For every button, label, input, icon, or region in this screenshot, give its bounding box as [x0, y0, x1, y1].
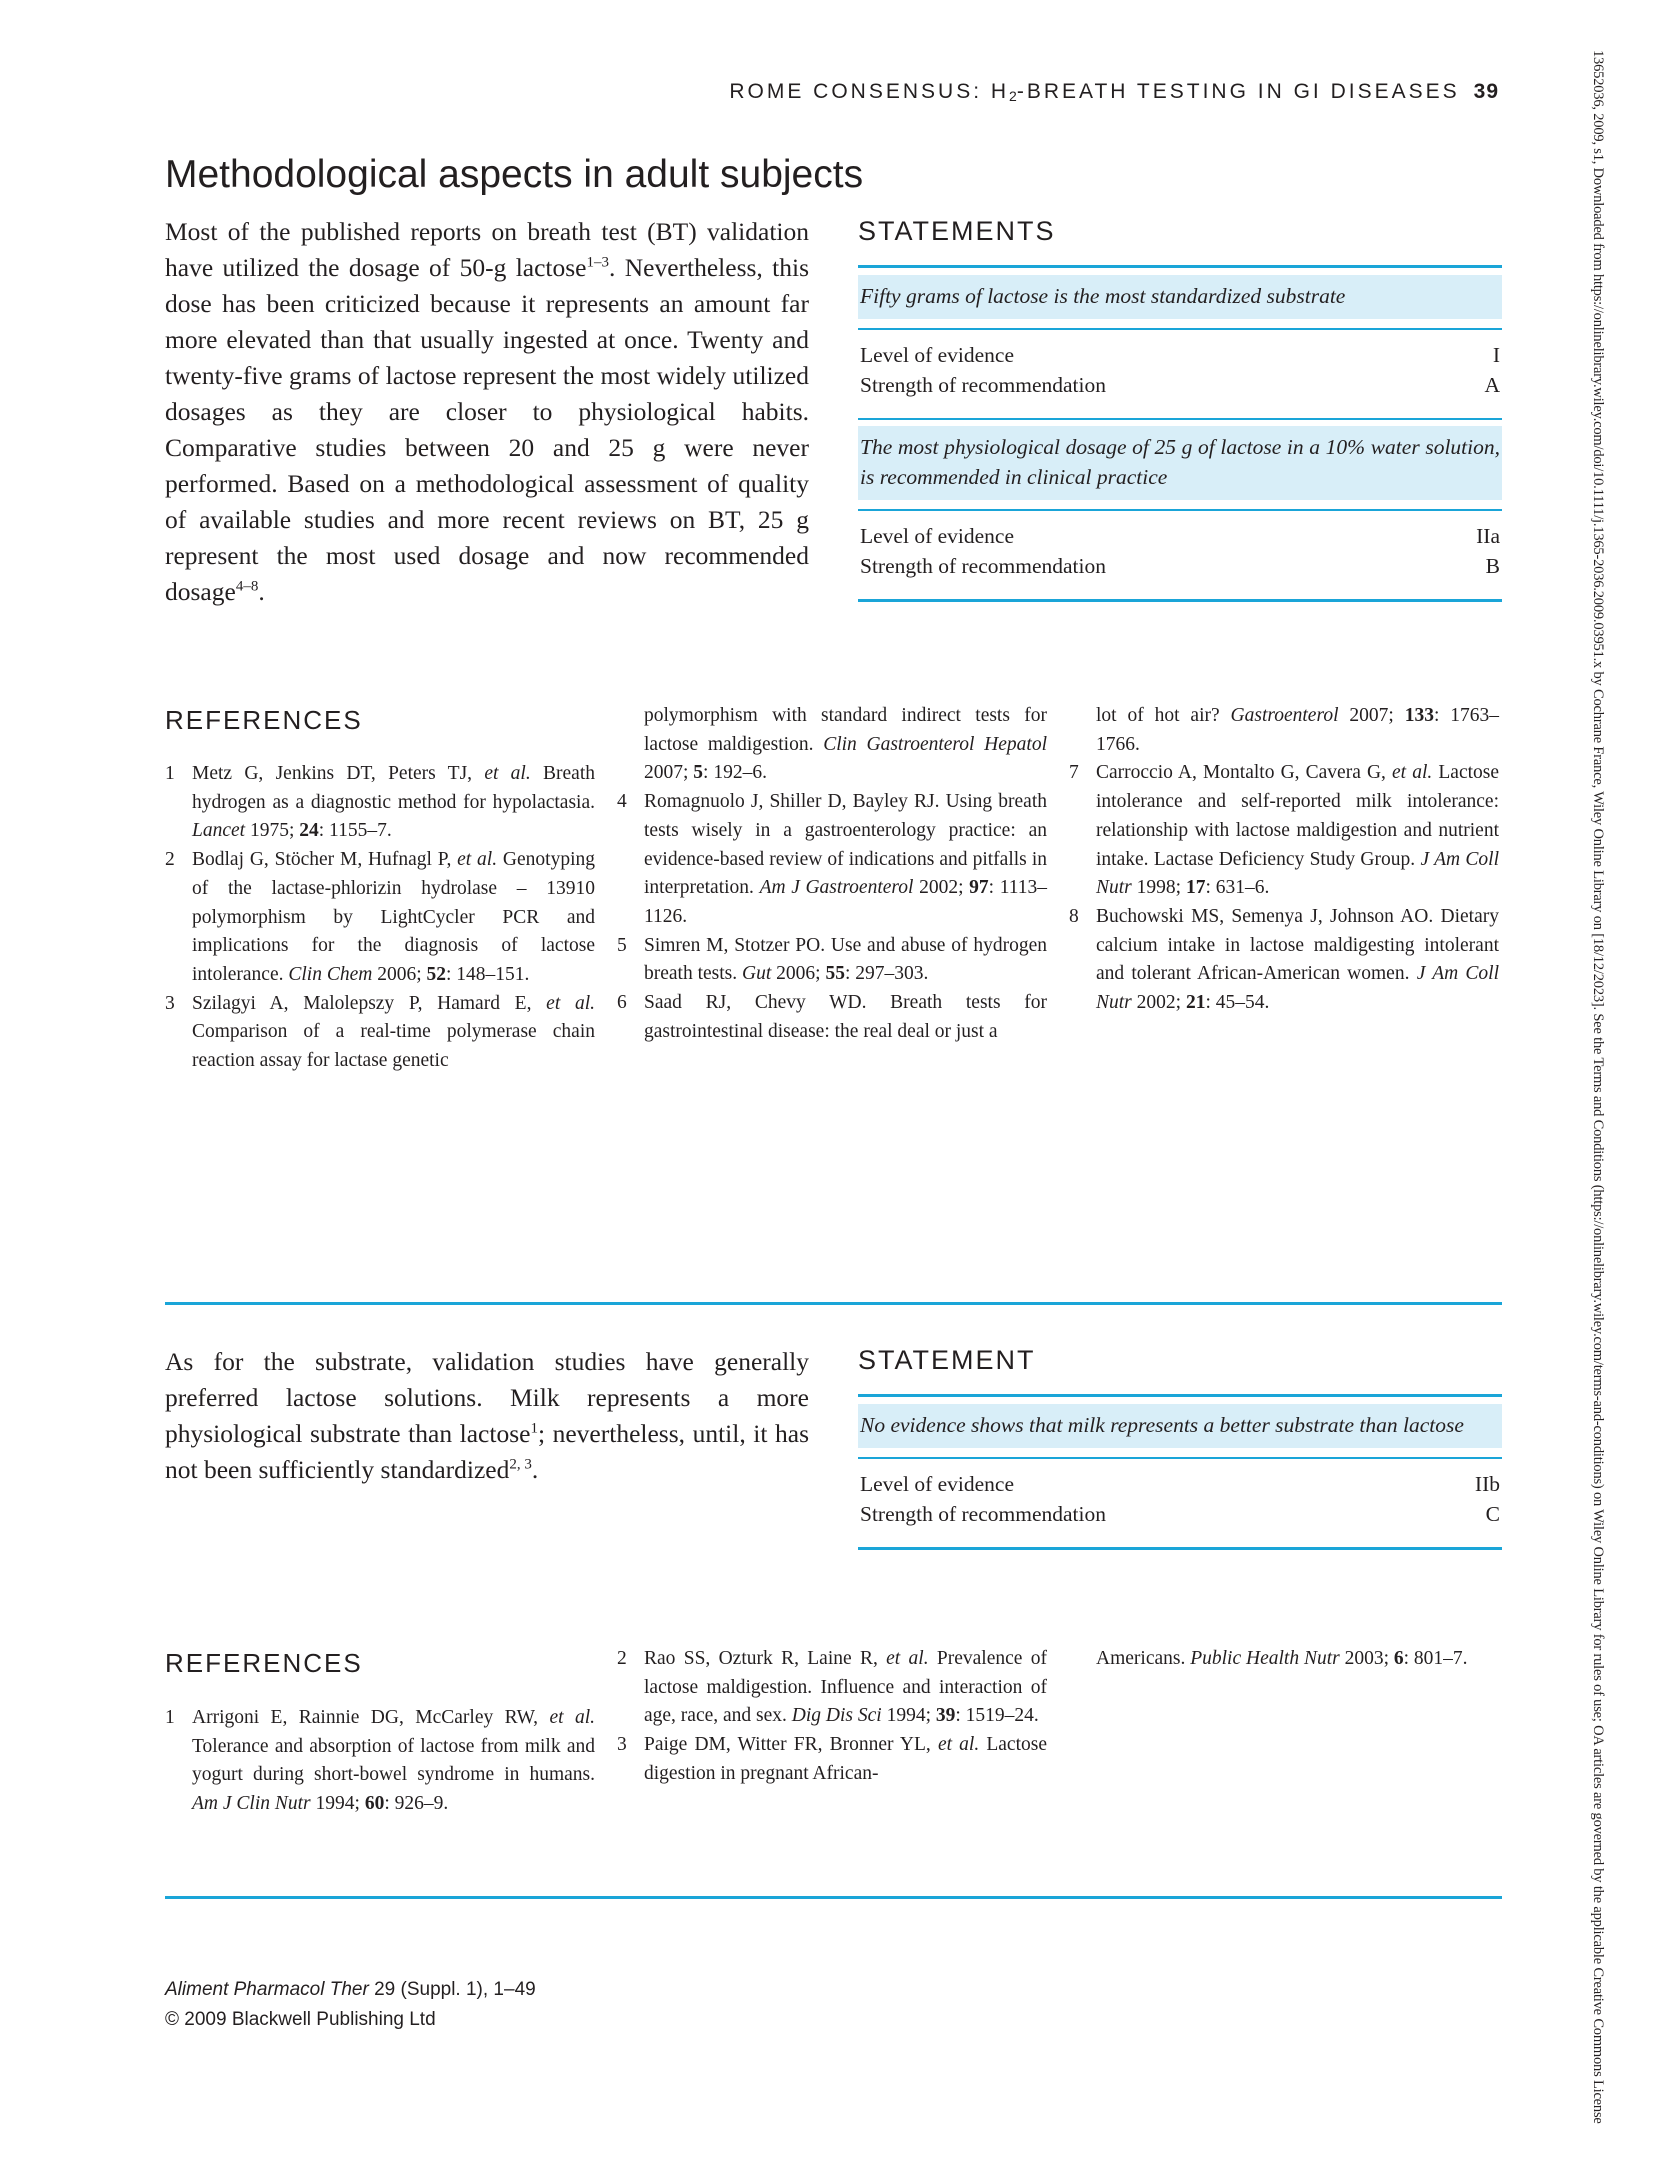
statement-heading: STATEMENT	[858, 1345, 1036, 1375]
reference-number: 8	[1069, 905, 1079, 927]
reference-number: 2	[165, 849, 175, 871]
journal-name: Am J Clin Nutr	[192, 1793, 311, 1815]
para-text: . Nevertheless, this dose has been criticized because it represents an amount far more elevated than that usually ingested at once. Twenty and twenty-five grams of lactose represent the most widely utilized dosages as they are closer to physiological habits. Comparative studies between 20 and 25 g were never performed. Based on a methodological assessment of quality of available studies and more recent reviews on BT, 25 g represent the most used dosage and now recommended dosage	[165, 253, 809, 606]
recommendation-strength-label: Strength of recommendation	[860, 373, 1106, 397]
reference-item: 8 Buchowski MS, Semenya J, Johnson AO. Dietary calcium intake in lactose maldigesting intolerant and tolerant African-American women. J Am Coll Nutr 2002; 21: 45–54.	[1069, 903, 1499, 1018]
para-text: .	[258, 577, 265, 606]
reference-number: 1	[165, 763, 175, 784]
section1-body-paragraph	[165, 214, 809, 610]
recommendation-strength-row	[858, 1499, 1502, 1529]
download-side-note: 13652036, 2009, s1, Downloaded from https://onlinelibrary.wiley.com/doi/10.1111/j.1365-2036.2009.03951.x by Cochrane France, Wiley Online Library on [18/12/2023]. See the Terms and Conditions (https://onlinelibrary.wiley.com/terms-and-conditions) on Wiley Online Library for rules of use; OA articles are governed by the applicable Creative Commons License	[1590, 50, 1606, 2124]
footer	[165, 1975, 536, 2035]
recommendation-strength-value: B	[1485, 554, 1500, 578]
journal-name: Gut	[742, 963, 772, 985]
statement-text: The most physiological dosage of 25 g of lactose in a 10% water solution, is recommended in clinical practice	[858, 426, 1502, 500]
volume: 29	[374, 1979, 396, 2000]
running-title-end: -BREATH TESTING IN GI DISEASES	[1016, 80, 1460, 103]
reference-number: 3	[617, 1734, 627, 1756]
statement-bottom-rule	[858, 599, 1502, 602]
volume: 6	[1393, 1648, 1404, 1669]
journal-name: Lancet	[192, 820, 246, 842]
reference-item: 4 Romagnuolo J, Shiller D, Bayley RJ. Using breath tests wisely in a gastroenterology practice: an evidence-based review of indications and pitfalls in interpretation. Am J Gastroenterol 2002; 97: 1113–1126.	[617, 788, 1047, 932]
journal-name: Aliment Pharmacol Ther	[165, 1979, 369, 2000]
statements-heading: STATEMENTS	[858, 216, 1056, 246]
reference-continuation: Americans. Public Health Nutr 2003; 6: 801–7.	[1096, 1648, 1468, 1669]
evidence-level-value: I	[1492, 343, 1500, 367]
reference-number: 5	[617, 934, 627, 956]
reference-item: 2 Rao SS, Ozturk R, Laine R, et al. Prevalence of lactose maldigestion. Influence and interaction of age, race, and sex. Dig Dis Sci 1994; 39: 1519–24.	[617, 1645, 1047, 1731]
section-separator-rule	[165, 1302, 1502, 1305]
volume: 55	[825, 963, 845, 985]
volume: 24	[299, 820, 319, 842]
citation-superscript: 1–3	[586, 254, 609, 271]
volume: 133	[1404, 705, 1434, 726]
evidence-level-row	[858, 521, 1502, 551]
references-column-1	[165, 760, 595, 1076]
running-head	[729, 80, 1499, 104]
section-title: Methodological aspects in adult subjects	[165, 153, 864, 196]
citation-superscript: 4–8	[235, 578, 259, 595]
volume: 17	[1185, 877, 1206, 899]
citation-superscript: 2, 3	[509, 1456, 532, 1473]
reference-item: 1 Arrigoni E, Rainnie DG, McCarley RW, et al. Tolerance and absorption of lactose from milk and yogurt during short-bowel syndrome in humans. Am J Clin Nutr 1994; 60: 926–9.	[165, 1704, 595, 1819]
para-text: Most of the published reports on breath test (BT) validation have utilized the dosage of 50-g lactose	[165, 217, 809, 282]
references-column-2	[617, 1645, 1047, 1789]
running-title	[729, 80, 1459, 103]
copyright: © 2009 Blackwell Publishing Ltd	[165, 2009, 436, 2030]
references-column-1	[165, 1704, 595, 1819]
references-column-2	[617, 702, 1047, 1046]
recommendation-strength-label: Strength of recommendation	[860, 1502, 1106, 1526]
reference-number: 4	[617, 791, 627, 813]
recommendation-strength-value: C	[1485, 1502, 1500, 1526]
running-title-subscript: 2	[1009, 88, 1017, 104]
volume: 21	[1185, 992, 1206, 1014]
reference-item: 6 Saad RJ, Chevy WD. Breath tests for gastrointestinal disease: the real deal or just a	[617, 989, 1047, 1046]
statement-bottom-rule	[858, 1547, 1502, 1550]
references-column-3	[1069, 702, 1499, 1018]
reference-item: 2 Bodlaj G, Stöcher M, Hufnagl P, et al. Genotyping of the lactase-phlorizin hydrolase – 13910 polymorphism by LightCycler PCR and implications for the diagnosis of lactose intolerance. Clin Chem 2006; 52: 148–151.	[165, 846, 595, 990]
para-text: ; nevertheless, until, it has not been sufficiently standardized	[165, 1419, 810, 1484]
references-column-3	[1069, 1645, 1499, 1674]
journal-name: Gastroenterol	[1230, 705, 1339, 726]
citation-superscript: 1	[530, 1420, 538, 1437]
volume: 52	[426, 963, 447, 985]
issue-pages: (Suppl. 1), 1–49	[395, 1979, 536, 2000]
journal-citation	[165, 1975, 536, 2005]
footer-rule	[165, 1896, 1502, 1899]
statement-box	[858, 1345, 1502, 1550]
journal-name: Am J Gastroenterol	[759, 877, 914, 899]
volume: 60	[364, 1793, 385, 1815]
recommendation-strength-row	[858, 551, 1502, 581]
recommendation-strength-label: Strength of recommendation	[860, 554, 1106, 578]
page-number: 39	[1473, 80, 1499, 103]
reference-continuation: lot of hot air? Gastroenterol 2007; 133: 1763–1766.	[1096, 705, 1500, 755]
para-text: As for the substrate, validation studies have generally preferred lactose solutions. Milk represents a more physiological substrate than lactose	[165, 1347, 809, 1448]
journal-name: J Am Coll Nutr	[1096, 848, 1499, 899]
evidence-level-label: Level of evidence	[860, 343, 1014, 367]
evidence-level-label: Level of evidence	[860, 1472, 1014, 1496]
reference-continuation: polymorphism with standard indirect tests for lactose maldigestion. Clin Gastroenterol Hepatol 2007; 5: 192–6.	[644, 705, 1047, 784]
statements-box	[858, 216, 1502, 602]
recommendation-strength-value: A	[1484, 373, 1500, 397]
recommendation-strength-row	[858, 370, 1502, 400]
statement-text: Fifty grams of lactose is the most standardized substrate	[858, 275, 1502, 319]
reference-number: 7	[1069, 762, 1079, 784]
evidence-level-row	[858, 1469, 1502, 1499]
volume: 5	[693, 762, 704, 784]
references-heading: REFERENCES	[165, 1648, 363, 1678]
evidence-level-value: IIa	[1476, 524, 1500, 548]
journal-name: Public Health Nutr	[1190, 1648, 1340, 1669]
journal-name: Clin Gastroenterol Hepatol	[823, 733, 1047, 755]
reference-item: 7 Carroccio A, Montalto G, Cavera G, et al. Lactose intolerance and self-reported milk intolerance: relationship with lactose maldigestion and nutrient intake. Lactase Deficiency Study Group. J Am Coll Nutr 1998; 17: 631–6.	[1069, 759, 1499, 903]
journal-name: J Am Coll Nutr	[1096, 963, 1499, 1014]
evidence-level-row	[858, 340, 1502, 370]
evidence-level-label: Level of evidence	[860, 524, 1014, 548]
reference-number: 3	[165, 992, 175, 1014]
para-text: .	[531, 1455, 539, 1484]
running-title-start: ROME CONSENSUS: H	[729, 80, 1010, 103]
reference-number: 1	[165, 1707, 175, 1728]
evidence-level-value: IIb	[1474, 1472, 1500, 1496]
volume: 97	[969, 877, 989, 899]
references-heading: REFERENCES	[165, 705, 363, 735]
journal-name: Dig Dis Sci	[791, 1705, 882, 1727]
reference-number: 6	[617, 992, 627, 1014]
volume: 39	[935, 1705, 956, 1727]
reference-item: 3 Paige DM, Witter FR, Bronner YL, et al. Lactose digestion in pregnant African-	[617, 1731, 1047, 1788]
reference-number: 2	[617, 1648, 627, 1669]
reference-item: 1 Metz G, Jenkins DT, Peters TJ, et al. Breath hydrogen as a diagnostic method for hypolactasia. Lancet 1975; 24: 1155–7.	[165, 760, 595, 846]
statement-text: No evidence shows that milk represents a better substrate than lactose	[858, 1404, 1502, 1448]
reference-item: 5 Simren M, Stotzer PO. Use and abuse of hydrogen breath tests. Gut 2006; 55: 297–303.	[617, 932, 1047, 989]
section2-body-paragraph	[165, 1344, 809, 1488]
journal-name: Clin Chem	[288, 963, 373, 985]
reference-item: 3 Szilagyi A, Malolepszy P, Hamard E, et al. Comparison of a real-time polymerase chain reaction assay for lactase genetic	[165, 990, 595, 1076]
